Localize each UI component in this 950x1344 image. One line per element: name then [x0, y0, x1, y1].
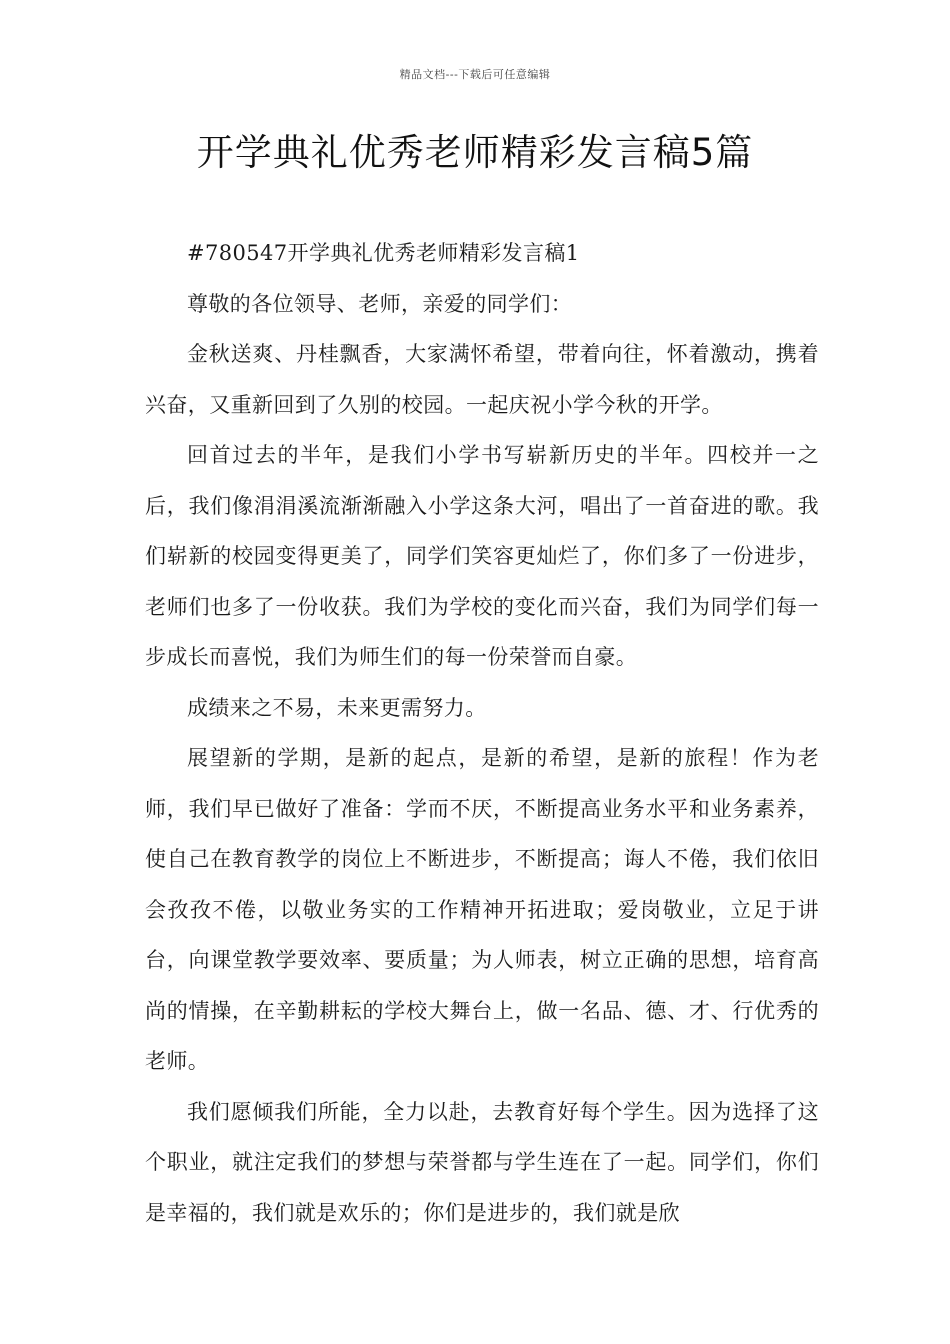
header-note: 精品文档---下载后可任意编辑 [399, 68, 551, 81]
paragraph-heading: #780547开学典礼优秀老师精彩发言稿1 [187, 241, 580, 265]
paragraph: 金秋送爽、丹桂飘香，大家满怀希望，带着向往，怀着激动，携着兴奋，又重新回到了久别的校园。一起庆祝小学今秋的开学。 [145, 342, 819, 417]
paragraph-salutation: 尊敬的各位领导、老师，亲爱的同学们： [187, 291, 573, 316]
paragraph: 我们愿倾我们所能，全力以赴，去教育好每个学生。因为选择了这个职业，就注定我们的梦想与荣誉都与学生连在了一起。同学们，你们是幸福的，我们就是欢乐的；你们是进步的，我们就是欣 [145, 1099, 819, 1225]
document-body [145, 228, 819, 1238]
paragraph: 回首过去的半年，是我们小学书写崭新历史的半年。四校并一之后，我们像涓涓溪流渐渐融入小学这条大河，唱出了一首奋进的歌。我们崭新的校园变得更美了，同学们笑容更灿烂了，你们多了一份进步，老师们也多了一份收获。我们为学校的变化而兴奋，我们为同学们每一步成长而喜悦，我们为师生们的每一份荣誉而自豪。 [145, 443, 819, 669]
document-title: 开学典礼优秀老师精彩发言稿5篇 [196, 131, 754, 174]
paragraph: 展望新的学期，是新的起点，是新的希望，是新的旅程！作为老师，我们早已做好了准备：学而不厌，不断提高业务水平和业务素养，使自己在教育教学的岗位上不断进步，不断提高；诲人不倦，我们依旧会孜孜不倦，以敬业务实的工作精神开拓进取；爱岗敬业，立足于讲台，向课堂教学要效率、要质量；为人师表，树立正确的思想，培育高尚的情操，在辛勤耕耘的学校大舞台上，做一名品、德、才、行优秀的老师。 [145, 746, 819, 1073]
paragraph: 成绩来之不易，未来更需努力。 [187, 695, 487, 720]
